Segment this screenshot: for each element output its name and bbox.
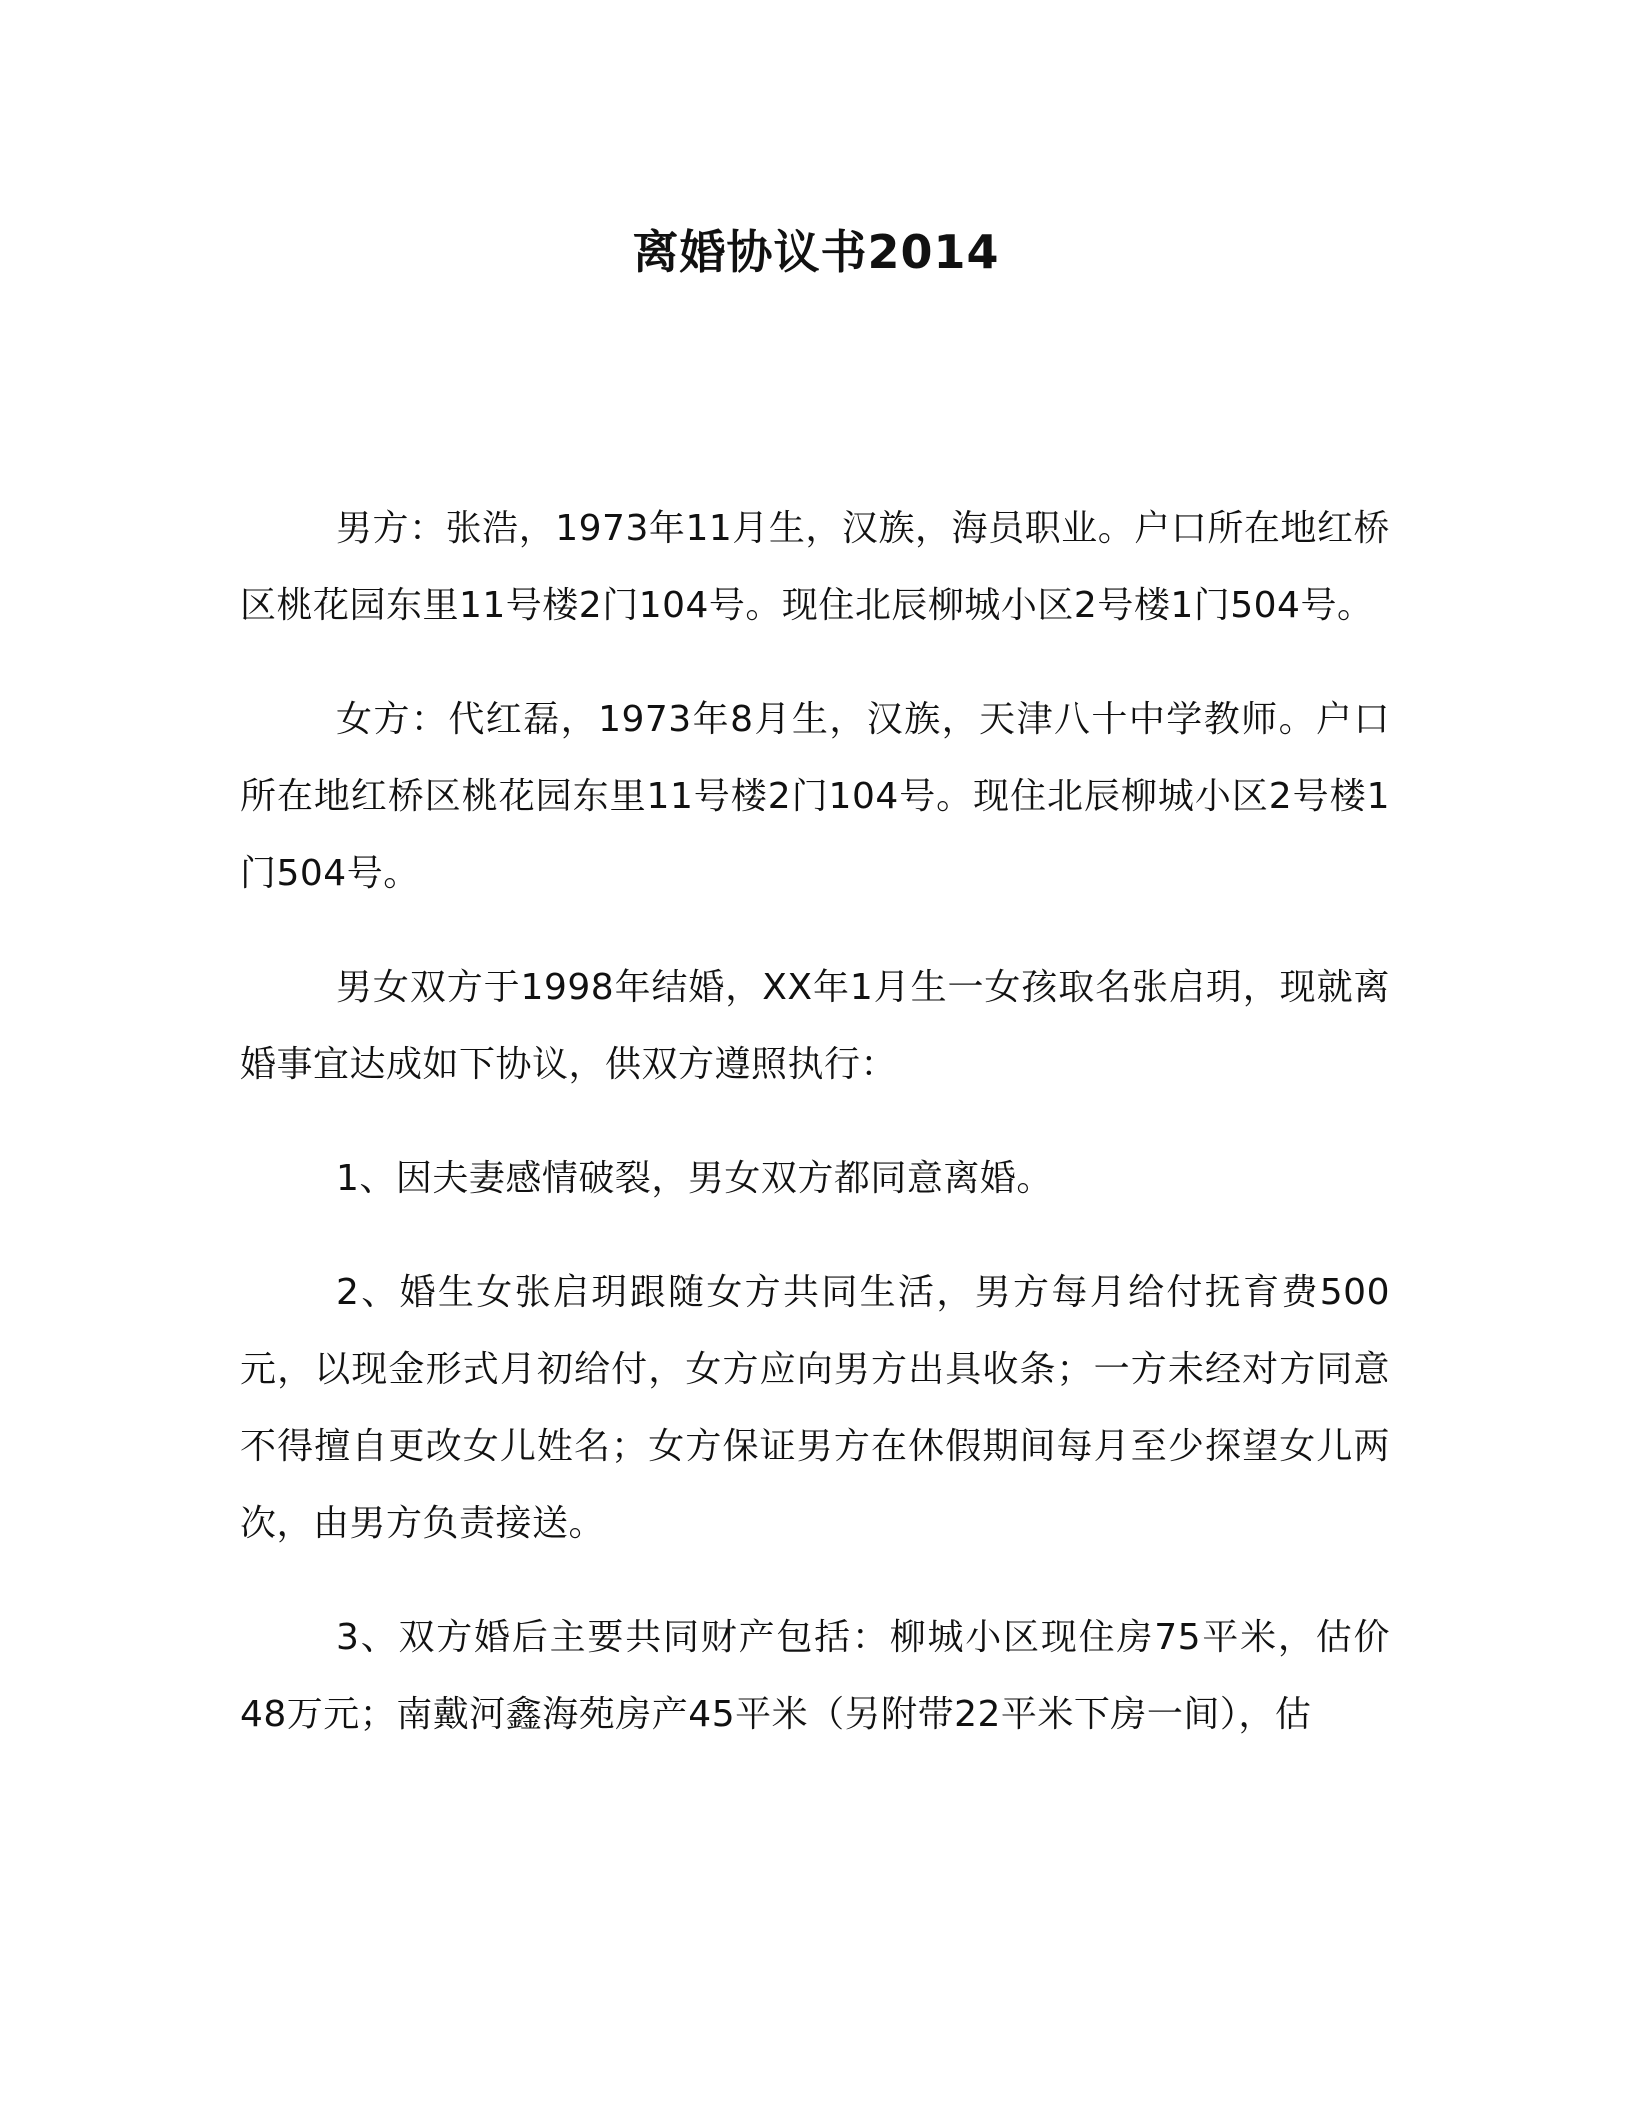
- paragraph-female-party: 女方：代红磊，1973年8月生，汉族，天津八十中学教师。户口所在地红桥区桃花园东里11号楼2门104号。现住北辰柳城小区2号楼1门504号。: [240, 699, 1390, 894]
- document-title: 离婚协议书2014: [632, 225, 1000, 279]
- document-body: [240, 490, 1390, 1790]
- clause-3-common-property: 3、双方婚后主要共同财产包括：柳城小区现住房75平米，估价48万元；南戴河鑫海苑房产45平米（另附带22平米下房一间），估: [240, 1617, 1390, 1735]
- paragraph-marriage-background: 男女双方于1998年结婚，XX年1月生一女孩取名张启玥，现就离婚事宜达成如下协议，供双方遵照执行：: [240, 967, 1390, 1085]
- paragraph-male-party: 男方：张浩，1973年11月生，汉族，海员职业。户口所在地红桥区桃花园东里11号楼2门104号。现住北辰柳城小区2号楼1门504号。: [240, 508, 1390, 626]
- clause-2-child-custody: 2、婚生女张启玥跟随女方共同生活，男方每月给付抚育费500元，以现金形式月初给付，女方应向男方出具收条；一方未经对方同意不得擅自更改女儿姓名；女方保证男方在休假期间每月至少探望女儿两次，由男方负责接送。: [240, 1272, 1390, 1544]
- clause-1-divorce-consent: 1、因夫妻感情破裂，男女双方都同意离婚。: [336, 1158, 1053, 1199]
